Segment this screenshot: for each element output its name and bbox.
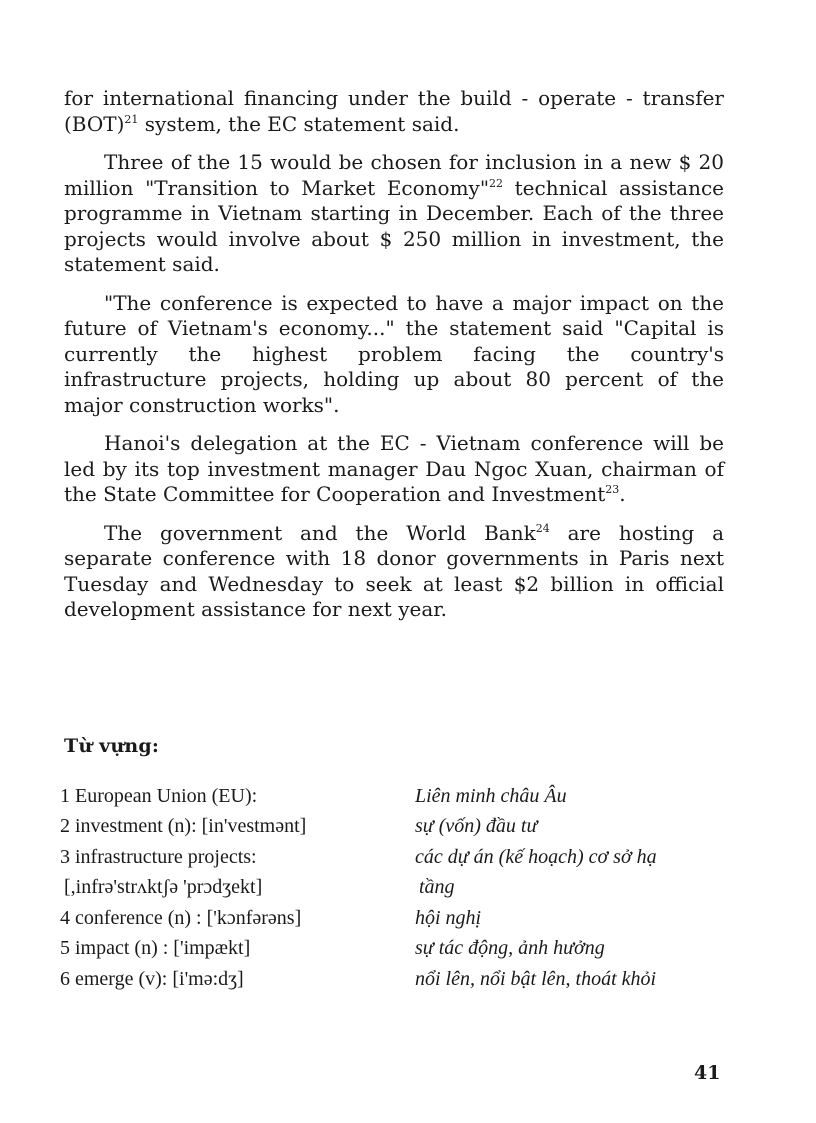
vocab-meaning: Liên minh châu Âu [415, 784, 567, 807]
vocabulary-row [60, 842, 760, 873]
vocabulary-heading: Từ vựng: [64, 735, 160, 757]
paragraph-text: Three of the 15 would be chosen for inclusion in a new $ 20 million "Transition to Market Economy" [64, 150, 724, 200]
vocabulary-row [60, 964, 760, 995]
vocab-term: 4 conference (n) : ['kɔnfərəns] [60, 906, 302, 929]
vocabulary-row [60, 934, 760, 965]
paragraph-text: are hosting a separate conference with 18 donor governments in Paris next Tuesday and Wednesday to seek at least $2 billion in official development assistance for next year. [64, 520, 724, 621]
paragraph-3 [64, 291, 724, 419]
paragraph-text: "The conference is expected to have a major impact on the future of Vietnam's economy..." the statement said "Capital is currently the highest problem facing the country's infrastructure projects, holding up about 80 percent of the major construction works". [64, 290, 724, 417]
vocab-term: 2 investment (n): [in'vestmənt] [60, 815, 307, 838]
paragraph-text: for international financing under the build - operate - transfer (BOT) [64, 86, 724, 136]
article-text [64, 86, 724, 636]
footnote-ref: 24 [535, 521, 550, 535]
paragraph-1 [64, 86, 724, 137]
paragraph-2 [64, 150, 724, 278]
vocab-meaning: sự tác động, ảnh hưởng [415, 937, 605, 960]
vocabulary-row [60, 781, 760, 812]
vocabulary-row [60, 903, 760, 934]
vocab-meaning: sự (vốn) đầu tư [415, 815, 538, 838]
page-number: 41 [694, 1062, 721, 1084]
vocabulary-row [60, 873, 760, 904]
vocab-term: 1 European Union (EU): [60, 784, 258, 807]
footnote-ref: 23 [605, 483, 620, 496]
vocab-term: 3 infrastructure projects: [60, 845, 257, 868]
paragraph-text: technical assistance programme in Vietnam starting in December. Each of the three projects would involve about $ 250 million in investment, the statement said. [64, 175, 724, 276]
vocab-term: [,infrə'strʌktʃə 'prɔdʒekt] [64, 876, 263, 899]
paragraph-5 [64, 521, 724, 623]
paragraph-text: system, the EC statement said. [138, 111, 460, 136]
footnote-ref: 21 [124, 112, 139, 126]
vocab-meaning: các dự án (kế hoạch) cơ sở hạ [415, 845, 657, 868]
vocab-term: 6 emerge (v): [i'mə:dʒ] [60, 967, 244, 990]
vocabulary-row [60, 812, 760, 843]
paragraph-text: . [619, 482, 626, 506]
vocab-meaning: tầng [419, 876, 455, 899]
paragraph-text: Hanoi's delegation at the EC - Vietnam conference will be led by its top investment manager Dau Ngoc Xuan, chairman of the State Committee for Cooperation and Investment [64, 431, 724, 506]
paragraph-4 [64, 431, 724, 508]
footnote-ref: 22 [489, 176, 504, 190]
vocab-meaning: hội nghị [415, 906, 482, 929]
vocab-term: 5 impact (n) : ['impækt] [60, 937, 251, 960]
paragraph-text: The government and the World Bank [104, 520, 536, 545]
vocab-meaning: nổi lên, nổi bật lên, thoát khỏi [415, 967, 657, 990]
vocabulary-list [60, 781, 760, 995]
